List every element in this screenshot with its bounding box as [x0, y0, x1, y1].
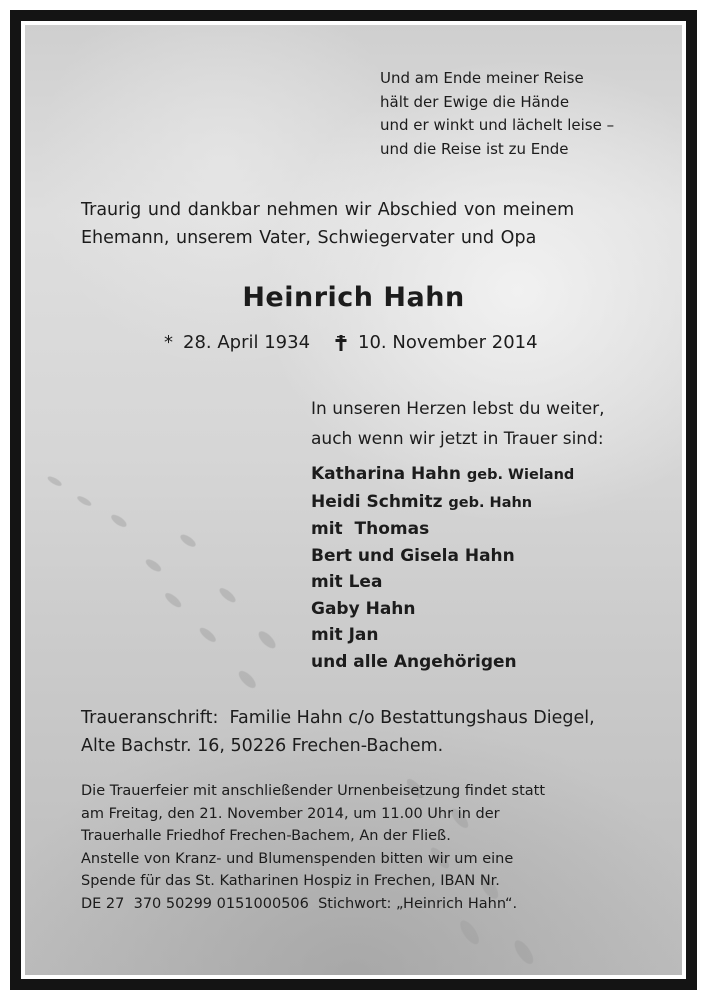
mourner-entry [311, 596, 574, 623]
mourners-list [311, 461, 574, 675]
verse-line: auch wenn wir jetzt in Trauer sind: [311, 428, 604, 449]
mourner-entry [311, 622, 574, 649]
intro-line: Traurig und dankbar nehmen wir Abschied von meinem [81, 200, 575, 220]
mourner-entry [311, 649, 574, 676]
obituary-frame [10, 10, 697, 990]
poem-line: und die Reise ist zu Ende [380, 139, 569, 158]
mourner-name: und alle Angehörigen [311, 651, 517, 672]
address-line: Alte Bachstr. 16, 50226 Frechen-Bachem. [81, 735, 444, 756]
ceremony-line: am Freitag, den 21. November 2014, um 11.00 Uhr in der [81, 805, 500, 822]
verse [311, 395, 605, 454]
ceremony-line: Trauerhalle Friedhof Frechen-Bachem, An der Fließ. [81, 828, 451, 844]
birth-symbol: * [164, 332, 173, 353]
mourner-name: Heidi Schmitz [311, 491, 443, 512]
poem [380, 67, 614, 161]
poem-line: und er winkt und lächelt leise – [380, 116, 615, 134]
deceased-name: Heinrich Hahn [242, 282, 465, 313]
mourner-note: geb. Hahn [448, 494, 533, 511]
poem-line: hält der Ewige die Hände [380, 92, 570, 111]
mourner-entry [311, 516, 574, 543]
ceremony-line: Die Trauerfeier mit anschließender Urnenbeisetzung findet statt [81, 783, 546, 799]
mourner-name: mit Jan [311, 625, 379, 645]
ceremony-notice [81, 780, 545, 915]
donation-line: DE 27 370 50299 0151000506 Stichwort: „Heinrich Hahn“. [81, 895, 518, 912]
mourner-name: mit Thomas [311, 519, 430, 539]
birth-date: 28. April 1934 [183, 332, 311, 353]
mourner-name: Gaby Hahn [311, 598, 416, 619]
poem-line: Und am Ende meiner Reise [380, 69, 584, 87]
intro-text [81, 197, 574, 252]
life-dates [164, 332, 538, 353]
address-line: Traueranschrift: Familie Hahn c/o Bestattungshaus Diegel, [81, 708, 595, 728]
mourner-name: Katharina Hahn [311, 464, 461, 484]
obituary-panel [25, 25, 682, 975]
mourner-entry [311, 461, 574, 489]
mourner-name: Bert und Gisela Hahn [311, 545, 515, 566]
donation-line: Anstelle von Kranz- und Blumenspenden bitten wir um eine [81, 850, 514, 867]
mourner-entry [311, 489, 574, 517]
intro-line: Ehemann, unserem Vater, Schwiegervater und Opa [81, 227, 537, 248]
mourner-name: mit Lea [311, 572, 383, 592]
mourner-entry [311, 543, 574, 570]
cross-icon [334, 334, 348, 352]
death-date: 10. November 2014 [358, 332, 538, 353]
donation-line: Spende für das St. Katharinen Hospiz in Frechen, IBAN Nr. [81, 873, 500, 889]
mourner-note: geb. Wieland [466, 467, 575, 483]
mourner-entry [311, 569, 574, 596]
verse-line: In unseren Herzen lebst du weiter, [311, 399, 605, 419]
mourning-address [81, 705, 595, 760]
